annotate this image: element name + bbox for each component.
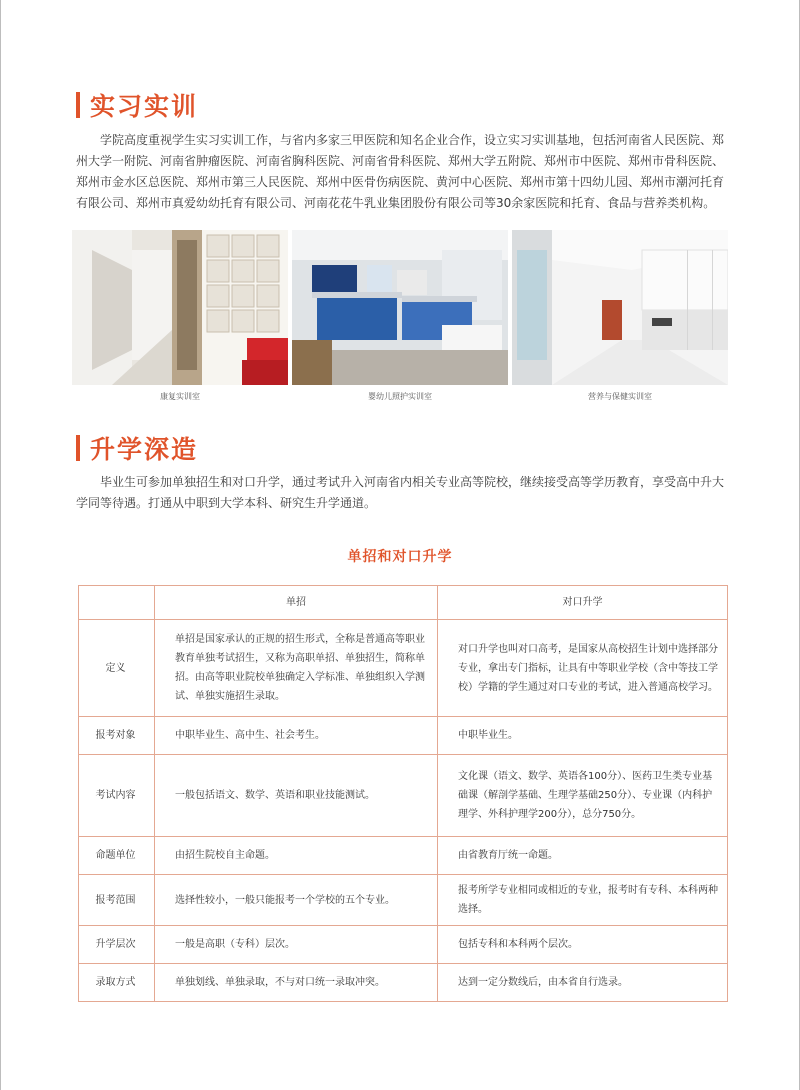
table-header-cell: 单招 — [155, 586, 438, 620]
table-row — [79, 620, 728, 717]
table-cell: 中职毕业生。 — [438, 717, 728, 755]
row-label: 命题单位 — [79, 837, 155, 875]
table-cell: 单招是国家承认的正规的招生形式，全称是普通高等职业教育单独考试招生，又称为高职单招、单独招生，简称单招。由高等职业院校单独确定入学标准、单独组织入学测试、单独实施招生录取。 — [155, 620, 438, 717]
table-cell: 一般是高职（专科）层次。 — [155, 926, 438, 964]
photo-rehab-room — [72, 230, 288, 385]
table-cell: 中职毕业生、高中生、社会考生。 — [155, 717, 438, 755]
row-label: 报考对象 — [79, 717, 155, 755]
further-study-paragraph: 毕业生可参加单独招生和对口升学，通过考试升入河南省内相关专业高等院校，继续接受高等学历教育，享受高中升大学同等待遇。打通从中职到大学本科、研究生升学通道。 — [76, 475, 725, 510]
table-header-row — [79, 586, 728, 620]
table-cell: 由省教育厅统一命题。 — [438, 837, 728, 875]
table-row — [79, 837, 728, 875]
table-cell: 选择性较小，一般只能报考一个学校的五个专业。 — [155, 875, 438, 926]
table-cell: 报考所学专业相同或相近的专业，报考时有专科、本科两种选择。 — [438, 875, 728, 926]
photo-caption: 康复实训室 — [160, 392, 200, 401]
photo-caption: 婴幼儿照护实训室 — [368, 392, 432, 401]
comparison-table — [78, 585, 728, 1002]
internship-paragraph: 学院高度重视学生实习实训工作，与省内多家三甲医院和知名企业合作，设立实习实训基地，包括河南省人民医院、郑州大学一附院、河南省肿瘤医院、河南省胸科医院、河南省骨科医院、郑州大学五附院、郑州市中医院、郑州市骨科医院、郑州市金水区总医院、郑州市第三人民医院、郑州中医骨伤病医院、黄河中心医院、郑州市第十四幼儿园、郑州市潮河托育有限公司、郑州市真爱幼幼托育有限公司、河南花花牛乳业集团股份有限公司等30余家医院和托育、食品与营养类机构。 — [76, 133, 725, 210]
photo-infant-care-room — [292, 230, 508, 385]
table-header-cell: 对口升学 — [438, 586, 728, 620]
section-accent-bar — [76, 435, 80, 461]
table-cell: 一般包括语文、数学、英语和职业技能测试。 — [155, 755, 438, 837]
table-cell: 对口升学也叫对口高考，是国家从高校招生计划中选择部分专业，拿出专门指标，让具有中等职业学校（含中等技工学校）学籍的学生通过对口专业的考试，进入普通高校学习。 — [438, 620, 728, 717]
photo-caption: 营养与保健实训室 — [588, 392, 652, 401]
table-row — [79, 926, 728, 964]
section-title: 实习实训 — [90, 92, 199, 121]
section-accent-bar — [76, 92, 80, 118]
section-header-internship — [76, 87, 198, 123]
page-left-border — [0, 0, 1, 1090]
table-row — [79, 964, 728, 1002]
table-cell: 单独划线、单独录取，不与对口统一录取冲突。 — [155, 964, 438, 1002]
table-row — [79, 717, 728, 755]
table-cell: 文化课（语文、数学、英语各100分）、医药卫生类专业基础课（解剖学基础、生理学基础250分）、专业课（内科护理学、外科护理学200分），总分750分。 — [438, 755, 728, 837]
table-row — [79, 755, 728, 837]
section-title: 升学深造 — [90, 435, 199, 464]
table-row — [79, 875, 728, 926]
photo-nutrition-room — [512, 230, 728, 385]
table-title: 单招和对口升学 — [347, 549, 453, 565]
row-label: 录取方式 — [79, 964, 155, 1002]
row-label: 定义 — [79, 620, 155, 717]
table-header-cell — [79, 586, 155, 620]
table-cell: 由招生院校自主命题。 — [155, 837, 438, 875]
row-label: 报考范围 — [79, 875, 155, 926]
row-label: 考试内容 — [79, 755, 155, 837]
table-cell: 达到一定分数线后，由本省自行选录。 — [438, 964, 728, 1002]
section-header-further-study — [76, 430, 198, 466]
row-label: 升学层次 — [79, 926, 155, 964]
table-cell: 包括专科和本科两个层次。 — [438, 926, 728, 964]
